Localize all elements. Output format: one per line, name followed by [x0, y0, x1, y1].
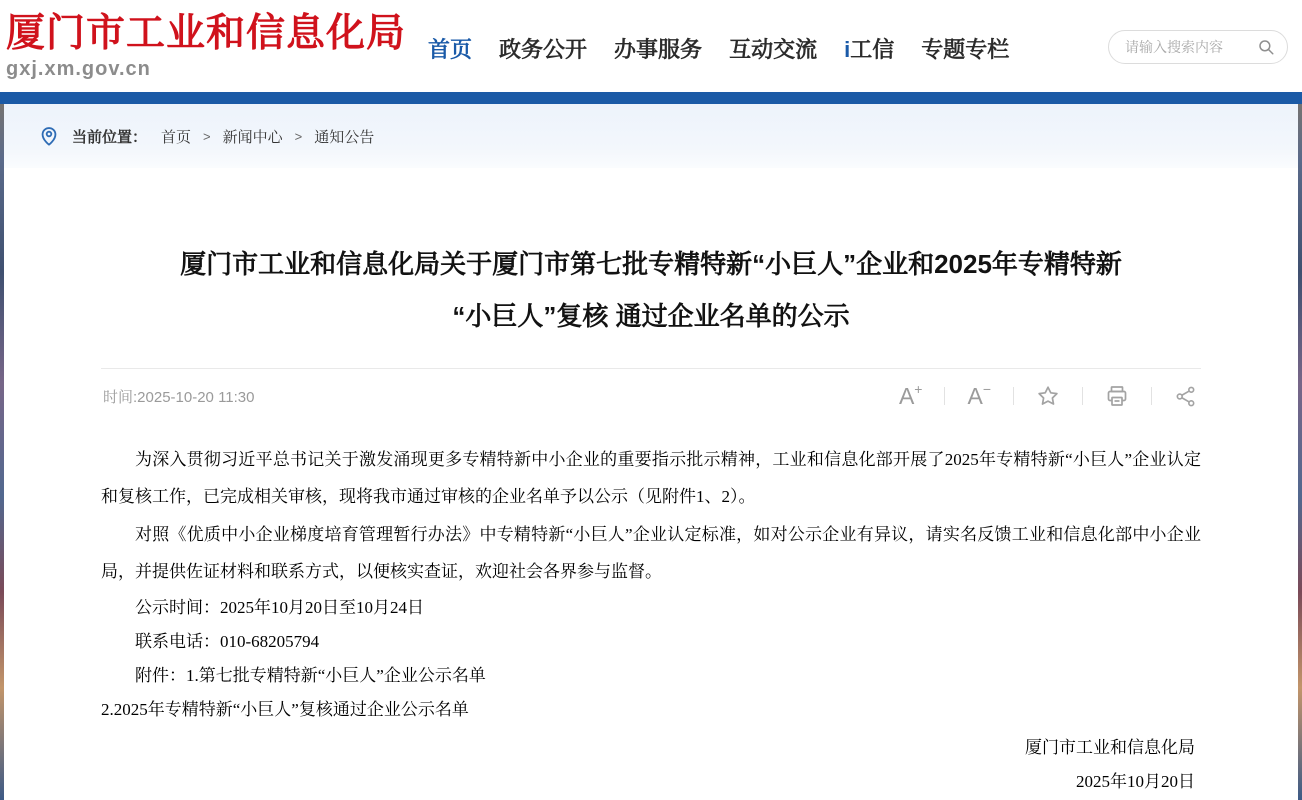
share-button[interactable]	[1172, 385, 1199, 408]
toolbar-separator	[1082, 387, 1083, 405]
breadcrumb-separator: >	[203, 128, 211, 144]
location-pin-icon	[38, 125, 60, 147]
page-container	[4, 104, 1298, 800]
article-paragraph: 对照《优质中小企业梯度培育管理暂行办法》中专精特新“小巨人”企业认定标准，如对公示企业有异议，请实名反馈工业和信息化部中小企业局，并提供佐证材料和联系方式，以便核实查证，欢迎社会各界参与监督。	[101, 524, 1201, 582]
breadcrumb-link-news-center[interactable]: 新闻中心	[222, 128, 283, 146]
article	[4, 168, 1298, 799]
breadcrumb-separator: >	[294, 128, 303, 144]
article-title-line2: “小巨人”复核 通过企业名单的公示	[452, 301, 850, 331]
print-button[interactable]	[1103, 384, 1131, 408]
article-toolbar	[897, 381, 1199, 409]
nav-item-gov-info[interactable]: 政务公开	[499, 36, 588, 62]
font-decrease-button[interactable]	[965, 381, 993, 409]
font-increase-sign: +	[914, 381, 923, 397]
search-button[interactable]	[1255, 36, 1277, 58]
search-box	[1108, 30, 1288, 64]
font-decrease-label: A	[967, 382, 983, 409]
nav-item-special-topics[interactable]: 专题专栏	[921, 36, 1010, 62]
contact-phone-line: 联系电话：010-68205794	[135, 631, 320, 651]
font-decrease-sign: −	[982, 381, 991, 397]
font-increase-label: A	[898, 382, 915, 409]
nav-item-services[interactable]: 办事服务	[614, 36, 703, 62]
share-icon	[1174, 385, 1197, 408]
nav-item-igongxin-label: 工信	[850, 36, 895, 62]
site-logo-title: 厦门市工业和信息化局	[6, 12, 407, 56]
nav-item-igongxin-prefix: i	[844, 36, 851, 62]
search-input[interactable]	[1125, 39, 1255, 55]
signature-org: 厦门市工业和信息化局	[1025, 737, 1195, 757]
favorite-button[interactable]	[1034, 384, 1062, 408]
article-title	[101, 168, 1201, 368]
header-divider-bar	[0, 92, 1302, 104]
signature-block	[101, 731, 1201, 799]
breadcrumb	[4, 104, 1298, 168]
main-nav	[428, 33, 1108, 64]
breadcrumb-label: 当前位置：	[72, 128, 148, 146]
article-meta-time: 时间:2025-10-20 11:30	[103, 388, 255, 406]
toolbar-separator	[1013, 387, 1014, 405]
site-logo[interactable]	[6, 11, 406, 81]
article-title-line1: 厦门市工业和信息化局关于厦门市第七批专精特新“小巨人”企业和2025年专精特新	[180, 249, 1122, 279]
nav-item-interaction[interactable]: 互动交流	[729, 36, 818, 62]
breadcrumb-link-home[interactable]: 首页	[161, 128, 192, 146]
toolbar-separator	[1151, 387, 1152, 405]
article-paragraph: 为深入贯彻习近平总书记关于激发涌现更多专精特新中小企业的重要指示批示精神，工业和信息化部开展了2025年专精特新“小巨人”企业认定和复核工作，已完成相关审核，现将我市通过审核的企业名单予以公示（见附件1、2）。	[101, 450, 1201, 507]
article-body	[101, 425, 1201, 799]
nav-item-home[interactable]: 首页	[428, 36, 473, 62]
breadcrumb-link-notices[interactable]: 通知公告	[314, 128, 375, 146]
publicity-period-line: 公示时间：2025年10月20日至10月24日	[135, 597, 424, 617]
printer-icon	[1105, 384, 1129, 408]
star-icon	[1036, 384, 1060, 408]
nav-item-igongxin[interactable]	[844, 33, 894, 64]
search-icon	[1257, 38, 1275, 56]
signature-date: 2025年10月20日	[1076, 771, 1195, 791]
site-logo-domain: gxj.xm.gov.cn	[6, 57, 151, 80]
attachment-line-1: 附件：1.第七批专精特新“小巨人”企业公示名单	[135, 665, 486, 685]
article-meta-row	[101, 368, 1201, 425]
toolbar-separator	[944, 387, 945, 405]
attachment-line-2: 2.2025年专精特新“小巨人”复核通过企业公示名单	[101, 699, 469, 719]
font-increase-button[interactable]	[897, 381, 925, 409]
site-header	[0, 0, 1302, 92]
